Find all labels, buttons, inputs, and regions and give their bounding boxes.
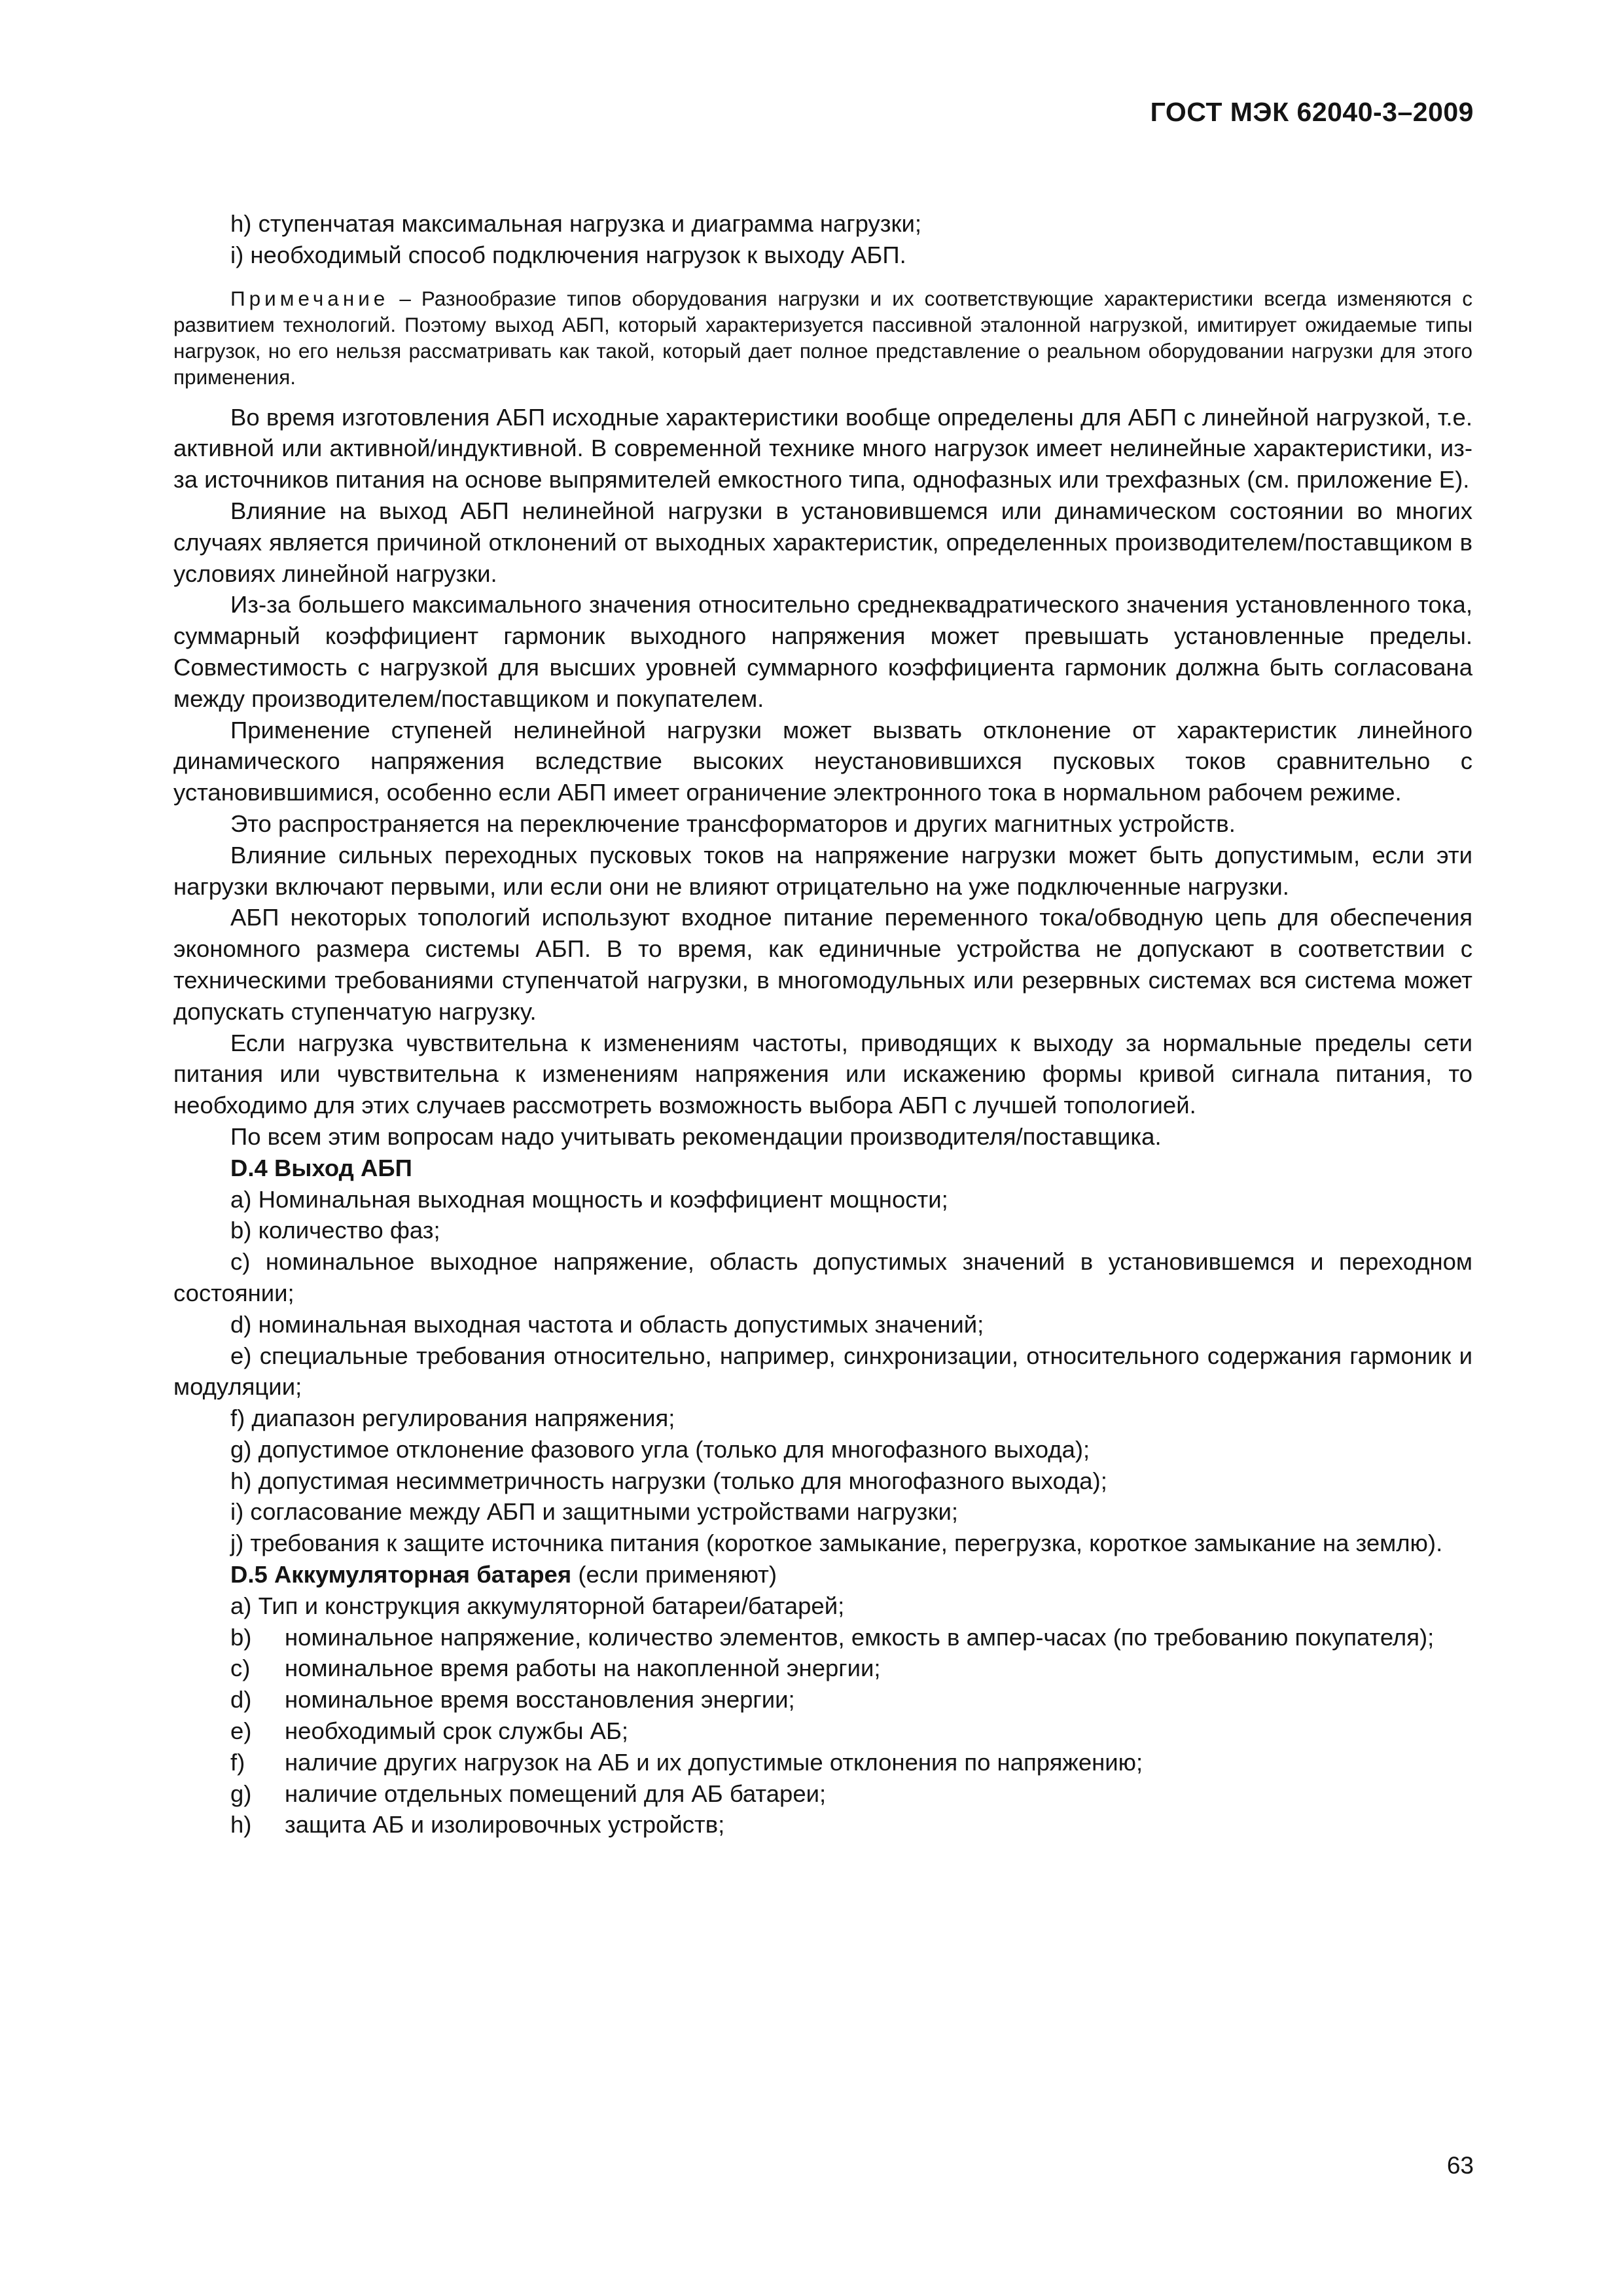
list-item bbox=[173, 1747, 1472, 1778]
list-text: номинальное время работы на накопленной энергии; bbox=[285, 1655, 881, 1682]
list-item: i) согласование между АБП и защитными устройствами нагрузки; bbox=[230, 1498, 958, 1526]
paragraph: Влияние на выход АБП нелинейной нагрузки в установившемся или динамическом состоянии во многих случаях является причиной отклонений от выходных характеристик, определенных производителем/поставщиком в условиях линейной нагрузки. bbox=[173, 497, 1472, 587]
section-heading-d5 bbox=[173, 1559, 1472, 1590]
list-letter: b) bbox=[230, 1623, 252, 1651]
list-letter: f) bbox=[230, 1748, 245, 1776]
paragraph: Влияние сильных переходных пусковых токов на напряжение нагрузки может быть допустимым, если эти нагрузки включают первыми, или если они не влияют отрицательно на уже подключенные нагрузки. bbox=[173, 841, 1472, 900]
page-number: 63 bbox=[1446, 2152, 1474, 2179]
list-item bbox=[173, 1653, 1472, 1684]
list-letter: d) bbox=[230, 1686, 252, 1713]
list-text: защита АБ и изолировочных устройств; bbox=[285, 1811, 725, 1839]
list-item: c) номинальное выходное напряжение, область допустимых значений в установившемся и переходном состоянии; bbox=[173, 1248, 1472, 1306]
list-letter: h) bbox=[230, 1811, 252, 1839]
list-item bbox=[173, 1809, 1472, 1840]
list-letter: g) bbox=[230, 1780, 252, 1807]
section-heading-d5-title: D.5 Аккумуляторная батарея bbox=[230, 1561, 572, 1588]
list-item: g) допустимое отклонение фазового угла (только для многофазного выхода); bbox=[230, 1435, 1090, 1463]
paragraph: АБП некоторых топологий используют входное питание переменного тока/обводную цепь для обеспечения экономного размера системы АБП. В то время, как единичные устройства не допускают в соответствии с техническими требованиями ступенчатой нагрузки, в многомодульных или резервных системах вся система может допускать ступенчатую нагрузку. bbox=[173, 904, 1472, 1025]
paragraph: Из-за большего максимального значения относительно среднеквадратического значения установленного тока, суммарный коэффициент гармоник выходного напряжения может превышать установленные пределы. Совместимость с нагрузкой для высших уровней суммарного коэффициента гармоник должна быть согласована между производителем/поставщиком и покупателем. bbox=[173, 591, 1472, 712]
list-item bbox=[173, 1684, 1472, 1715]
list-item: a) Номинальная выходная мощность и коэффициент мощности; bbox=[230, 1185, 948, 1213]
list-letter: e) bbox=[230, 1717, 252, 1745]
list-text: необходимый срок службы АБ; bbox=[285, 1717, 629, 1745]
list-item bbox=[173, 1778, 1472, 1810]
list-text: наличие отдельных помещений для АБ батареи; bbox=[285, 1780, 827, 1807]
list-item: b) количество фаз; bbox=[230, 1217, 440, 1244]
list-item: i) необходимый способ подключения нагрузок к выходу АБП. bbox=[230, 241, 906, 268]
list-text: номинальное время восстановления энергии; bbox=[285, 1686, 795, 1713]
list-item: h) ступенчатая максимальная нагрузка и диаграмма нагрузки; bbox=[230, 210, 922, 237]
list-text: номинальное напряжение, количество элементов, емкость в ампер-часах (по требованию покупателя); bbox=[285, 1623, 1435, 1651]
paragraph: По всем этим вопросам надо учитывать рекомендации производителя/поставщика. bbox=[230, 1122, 1162, 1150]
list-item: a) Тип и конструкция аккумуляторной батареи/батарей; bbox=[230, 1592, 845, 1619]
paragraph: Применение ступеней нелинейной нагрузки может вызвать отклонение от характеристик линейного динамического напряжения вследствие высоких неустановившихся пусковых токов сравнительно с установившимися, особенно если АБП имеет ограничение электронного тока в нормальном рабочем режиме. bbox=[173, 716, 1472, 806]
list-item bbox=[173, 1715, 1472, 1747]
list-letter: c) bbox=[230, 1655, 251, 1682]
note-label: Примечание bbox=[230, 286, 389, 310]
paragraph: Это распространяется на переключение трансформаторов и других магнитных устройств. bbox=[230, 810, 1236, 837]
note-text: – Разнообразие типов оборудования нагрузки и их соответствующие характеристики всегда изменяются с развитием технологий. Поэтому выход АБП, который характеризуется пассивной эталонной нагрузкой, имитирует ожидаемые типы нагрузок, но его нельзя рассматривать как такой, который дает полное представление о реальном оборудовании нагрузки для этого применения. bbox=[173, 286, 1472, 389]
document-code-header: ГОСТ МЭК 62040-3–2009 bbox=[1150, 97, 1474, 127]
note-paragraph bbox=[173, 285, 1472, 390]
list-item: d) номинальная выходная частота и область допустимых значений; bbox=[230, 1310, 984, 1338]
section-heading-d4: D.4 Выход АБП bbox=[230, 1154, 412, 1181]
list-text: наличие других нагрузок на АБ и их допустимые отклонения по напряжению; bbox=[285, 1748, 1143, 1776]
list-item: j) требования к защите источника питания (короткое замыкание, перегрузка, короткое замыкание на землю). bbox=[230, 1530, 1443, 1557]
section-heading-d5-suffix: (если применяют) bbox=[571, 1561, 777, 1588]
list-item: e) специальные требования относительно, например, синхронизации, относительного содержания гармоник и модуляции; bbox=[173, 1342, 1472, 1401]
document-body bbox=[173, 208, 1472, 1840]
list-item: f) диапазон регулирования напряжения; bbox=[230, 1405, 675, 1432]
paragraph: Если нагрузка чувствительна к изменениям частоты, приводящих к выходу за нормальные пределы сети питания или чувствительна к изменениям напряжения или искажению формы кривой сигнала питания, то необходимо для этих случаев рассмотреть возможность выбора АБП с лучшей топологией. bbox=[173, 1029, 1472, 1119]
paragraph: Во время изготовления АБП исходные характеристики вообще определены для АБП с линейной нагрузкой, т.е. активной или активной/индуктивной. В современной технике много нагрузок имеет нелинейные характеристики, из-за источников питания на основе выпрямителей емкостного типа, однофазных или трехфазных (см. приложение Е). bbox=[173, 403, 1472, 493]
list-item bbox=[173, 1622, 1472, 1653]
list-item: h) допустимая несимметричность нагрузки (только для многофазного выхода); bbox=[230, 1467, 1107, 1494]
